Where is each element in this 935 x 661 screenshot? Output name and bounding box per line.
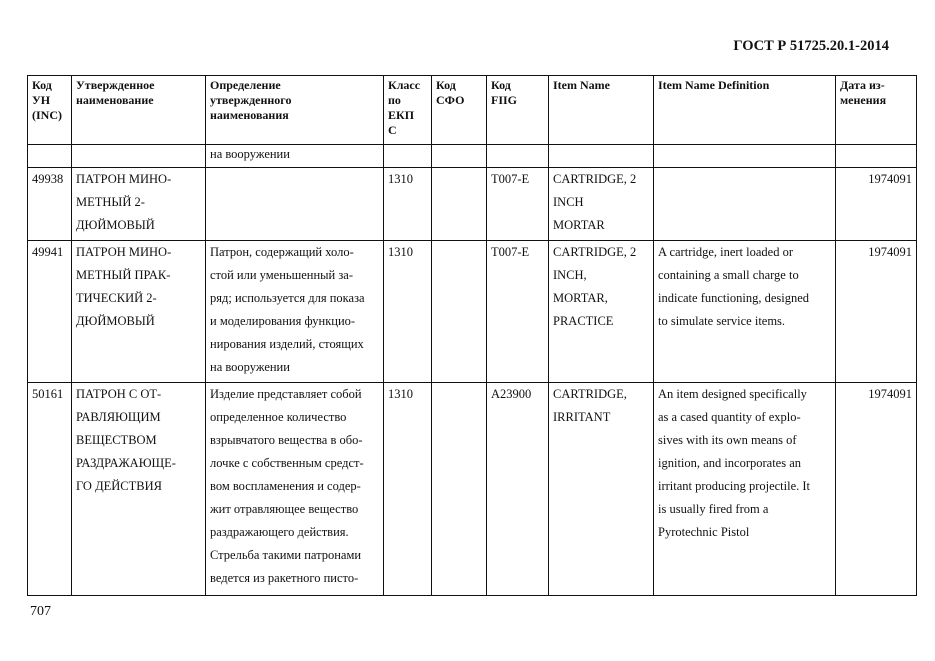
cell-fiig: T007-E [487,168,549,241]
cell-definition [206,168,384,241]
cell-fiig: A23900 [487,383,549,596]
table-row [28,168,917,241]
cell-code [28,145,72,168]
cell-item-definition [654,168,836,241]
cell-item-definition: A cartridge, inert loaded or containing a small charge to indicate functioning, designed to simulate service items. [654,241,836,383]
cell-definition: Изделие представляет собой определенное количество взрывчатого вещества в обо- лочке с собственным средст- вом воспламенения и содер- жит отравляющее вещество раздражающего действия. Стрельба такими патронами ведется из ракетного писто- [206,383,384,596]
col-header-class: Класс по ЕКП С [384,76,432,145]
col-header-date: Дата из- менения [836,76,917,145]
cell-sfo [432,383,487,596]
cell-item-name: CARTRIDGE, IRRITANT [549,383,654,596]
col-header-fiig: Код FIIG [487,76,549,145]
table-header-row [28,76,917,145]
cell-item-name [549,145,654,168]
cell-code: 49938 [28,168,72,241]
cell-date: 1974091 [836,241,917,383]
col-header-code: Код УН (INC) [28,76,72,145]
cell-definition: на вооружении [206,145,384,168]
table-row [28,145,917,168]
cell-item-name: CARTRIDGE, 2 INCH, MORTAR, PRACTICE [549,241,654,383]
nomenclature-table [27,75,917,596]
col-header-sfo: Код СФО [432,76,487,145]
cell-name: ПАТРОН МИНО- МЕТНЫЙ ПРАК- ТИЧЕСКИЙ 2- ДЮЙМОВЫЙ [72,241,206,383]
cell-fiig [487,145,549,168]
cell-item-definition: An item designed specifically as a cased quantity of explo- sives with its own means of ignition, and incorporates an irritant producing projectile. It is usually fired from a Pyrotechnic Pistol [654,383,836,596]
page-number: 707 [30,604,51,619]
cell-item-name: CARTRIDGE, 2 INCH MORTAR [549,168,654,241]
cell-sfo [432,168,487,241]
table-row [28,241,917,383]
cell-date [836,145,917,168]
cell-code: 50161 [28,383,72,596]
cell-name: ПАТРОН МИНО- МЕТНЫЙ 2- ДЮЙМОВЫЙ [72,168,206,241]
cell-date: 1974091 [836,383,917,596]
table-row [28,383,917,596]
cell-class: 1310 [384,241,432,383]
cell-class: 1310 [384,383,432,596]
cell-sfo [432,241,487,383]
cell-class [384,145,432,168]
document-code: ГОСТ Р 51725.20.1-2014 [733,38,889,54]
col-header-item-name: Item Name [549,76,654,145]
cell-item-definition [654,145,836,168]
cell-class: 1310 [384,168,432,241]
cell-date: 1974091 [836,168,917,241]
cell-fiig: T007-E [487,241,549,383]
cell-name: ПАТРОН С ОТ- РАВЛЯЮЩИМ ВЕЩЕСТВОМ РАЗДРАЖАЮЩЕ- ГО ДЕЙСТВИЯ [72,383,206,596]
col-header-item-definition: Item Name Definition [654,76,836,145]
cell-sfo [432,145,487,168]
cell-code: 49941 [28,241,72,383]
col-header-definition: Определение утвержденного наименования [206,76,384,145]
cell-name [72,145,206,168]
cell-definition: Патрон, содержащий холо- стой или уменьшенный за- ряд; используется для показа и моделирования функцио- нирования изделий, стоящих на вооружении [206,241,384,383]
col-header-name: Утвержденное наименование [72,76,206,145]
